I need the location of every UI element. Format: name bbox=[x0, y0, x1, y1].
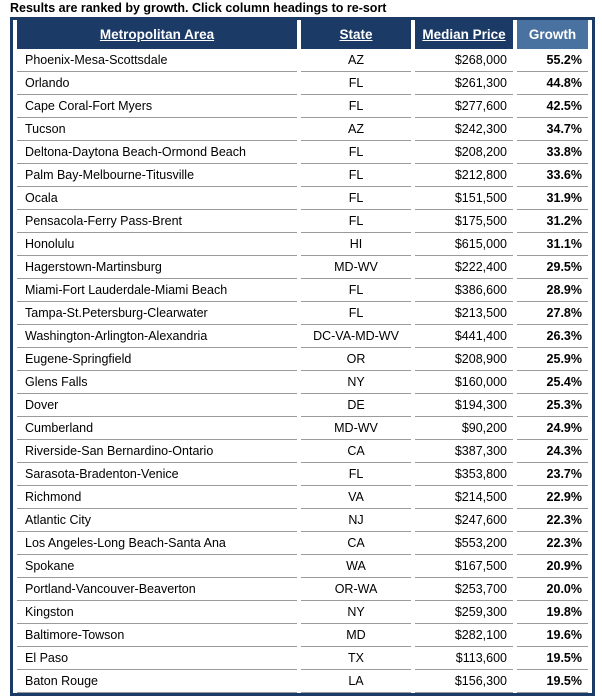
state-cell: OR-WA bbox=[301, 578, 411, 601]
metro-area-cell: Ocala bbox=[17, 187, 297, 210]
median-price-cell: $160,000 bbox=[415, 371, 513, 394]
median-price-cell: $208,900 bbox=[415, 348, 513, 371]
median-price-cell: $212,800 bbox=[415, 164, 513, 187]
state-cell: FL bbox=[301, 279, 411, 302]
median-price-cell: $214,500 bbox=[415, 486, 513, 509]
state-cell: NY bbox=[301, 371, 411, 394]
growth-cell: 31.1% bbox=[517, 233, 588, 256]
state-cell: CA bbox=[301, 440, 411, 463]
column-header-median-price bbox=[415, 20, 513, 49]
state-cell: TX bbox=[301, 647, 411, 670]
state-cell: DE bbox=[301, 394, 411, 417]
median-price-cell: $167,500 bbox=[415, 555, 513, 578]
metro-area-cell: Glens Falls bbox=[17, 371, 297, 394]
table-row bbox=[17, 256, 588, 279]
growth-cell: 20.0% bbox=[517, 578, 588, 601]
state-cell: OR bbox=[301, 348, 411, 371]
state-cell: FL bbox=[301, 141, 411, 164]
table-body bbox=[17, 49, 588, 693]
sort-instruction-text: Results are ranked by growth. Click column headings to re-sort bbox=[10, 1, 387, 15]
state-cell: FL bbox=[301, 164, 411, 187]
growth-cell: 44.8% bbox=[517, 72, 588, 95]
metro-area-cell: Tampa-St.Petersburg-Clearwater bbox=[17, 302, 297, 325]
growth-cell: 19.5% bbox=[517, 670, 588, 693]
growth-cell: 19.6% bbox=[517, 624, 588, 647]
metro-area-cell: Richmond bbox=[17, 486, 297, 509]
median-price-cell: $222,400 bbox=[415, 256, 513, 279]
growth-cell: 22.3% bbox=[517, 532, 588, 555]
state-cell: DC-VA-MD-WV bbox=[301, 325, 411, 348]
table-row bbox=[17, 440, 588, 463]
column-header-growth-sorted bbox=[517, 20, 588, 49]
median-price-cell: $259,300 bbox=[415, 601, 513, 624]
metro-area-cell: El Paso bbox=[17, 647, 297, 670]
state-cell: AZ bbox=[301, 118, 411, 141]
table-row bbox=[17, 371, 588, 394]
growth-cell: 25.4% bbox=[517, 371, 588, 394]
table-row bbox=[17, 670, 588, 693]
median-price-cell: $261,300 bbox=[415, 72, 513, 95]
metro-area-cell: Spokane bbox=[17, 555, 297, 578]
table-row bbox=[17, 578, 588, 601]
growth-cell: 26.3% bbox=[517, 325, 588, 348]
growth-cell: 25.3% bbox=[517, 394, 588, 417]
table-row bbox=[17, 72, 588, 95]
growth-cell: 55.2% bbox=[517, 49, 588, 72]
growth-cell: 20.9% bbox=[517, 555, 588, 578]
metro-area-cell: Atlantic City bbox=[17, 509, 297, 532]
state-cell: FL bbox=[301, 95, 411, 118]
median-price-cell: $242,300 bbox=[415, 118, 513, 141]
metro-area-cell: Cumberland bbox=[17, 417, 297, 440]
median-price-cell: $194,300 bbox=[415, 394, 513, 417]
growth-cell: 42.5% bbox=[517, 95, 588, 118]
state-cell: FL bbox=[301, 72, 411, 95]
growth-cell: 22.3% bbox=[517, 509, 588, 532]
state-cell: VA bbox=[301, 486, 411, 509]
median-price-cell: $247,600 bbox=[415, 509, 513, 532]
growth-cell: 27.8% bbox=[517, 302, 588, 325]
sort-median-price-link[interactable]: Median Price bbox=[422, 27, 506, 42]
table-row bbox=[17, 95, 588, 118]
column-header-metropolitan-area bbox=[17, 20, 297, 49]
median-price-cell: $387,300 bbox=[415, 440, 513, 463]
metro-area-cell: Kingston bbox=[17, 601, 297, 624]
growth-cell: 31.9% bbox=[517, 187, 588, 210]
growth-cell: 24.9% bbox=[517, 417, 588, 440]
median-price-cell: $282,100 bbox=[415, 624, 513, 647]
state-cell: WA bbox=[301, 555, 411, 578]
table-row bbox=[17, 601, 588, 624]
median-price-cell: $277,600 bbox=[415, 95, 513, 118]
table-row bbox=[17, 302, 588, 325]
table-row bbox=[17, 647, 588, 670]
median-price-cell: $353,800 bbox=[415, 463, 513, 486]
sort-growth-link[interactable]: Growth bbox=[528, 27, 577, 42]
state-cell: MD-WV bbox=[301, 256, 411, 279]
table-row bbox=[17, 210, 588, 233]
median-price-cell: $615,000 bbox=[415, 233, 513, 256]
state-cell: MD bbox=[301, 624, 411, 647]
table-row bbox=[17, 233, 588, 256]
header-row bbox=[17, 20, 588, 49]
metro-area-cell: Palm Bay-Melbourne-Titusville bbox=[17, 164, 297, 187]
growth-cell: 19.8% bbox=[517, 601, 588, 624]
growth-cell: 29.5% bbox=[517, 256, 588, 279]
metro-area-cell: Sarasota-Bradenton-Venice bbox=[17, 463, 297, 486]
state-cell: CA bbox=[301, 532, 411, 555]
growth-cell: 19.5% bbox=[517, 647, 588, 670]
state-cell: FL bbox=[301, 463, 411, 486]
table-row bbox=[17, 118, 588, 141]
table-row bbox=[17, 509, 588, 532]
table-row bbox=[17, 532, 588, 555]
median-price-cell: $208,200 bbox=[415, 141, 513, 164]
median-price-cell: $175,500 bbox=[415, 210, 513, 233]
metro-area-cell: Tucson bbox=[17, 118, 297, 141]
sort-metropolitan-area-link[interactable]: Metropolitan Area bbox=[99, 27, 215, 42]
state-cell: FL bbox=[301, 210, 411, 233]
state-cell: FL bbox=[301, 302, 411, 325]
state-cell: HI bbox=[301, 233, 411, 256]
median-price-cell: $253,700 bbox=[415, 578, 513, 601]
state-cell: LA bbox=[301, 670, 411, 693]
median-price-cell: $156,300 bbox=[415, 670, 513, 693]
metro-area-cell: Baltimore-Towson bbox=[17, 624, 297, 647]
median-price-cell: $213,500 bbox=[415, 302, 513, 325]
growth-cell: 23.7% bbox=[517, 463, 588, 486]
metro-area-cell: Phoenix-Mesa-Scottsdale bbox=[17, 49, 297, 72]
metro-area-cell: Hagerstown-Martinsburg bbox=[17, 256, 297, 279]
table-row bbox=[17, 279, 588, 302]
growth-cell: 31.2% bbox=[517, 210, 588, 233]
metro-area-cell: Cape Coral-Fort Myers bbox=[17, 95, 297, 118]
state-cell: NY bbox=[301, 601, 411, 624]
growth-cell: 28.9% bbox=[517, 279, 588, 302]
metro-area-cell: Washington-Arlington-Alexandria bbox=[17, 325, 297, 348]
table-row bbox=[17, 486, 588, 509]
metro-area-cell: Miami-Fort Lauderdale-Miami Beach bbox=[17, 279, 297, 302]
median-price-cell: $553,200 bbox=[415, 532, 513, 555]
table-row bbox=[17, 555, 588, 578]
table-row bbox=[17, 141, 588, 164]
growth-cell: 33.8% bbox=[517, 141, 588, 164]
state-cell: NJ bbox=[301, 509, 411, 532]
table-row bbox=[17, 348, 588, 371]
median-price-cell: $90,200 bbox=[415, 417, 513, 440]
table-row bbox=[17, 394, 588, 417]
growth-cell: 24.3% bbox=[517, 440, 588, 463]
table-row bbox=[17, 164, 588, 187]
table-row bbox=[17, 624, 588, 647]
column-header-state bbox=[301, 20, 411, 49]
growth-cell: 33.6% bbox=[517, 164, 588, 187]
growth-cell: 34.7% bbox=[517, 118, 588, 141]
state-cell: AZ bbox=[301, 49, 411, 72]
median-price-cell: $441,400 bbox=[415, 325, 513, 348]
table-row bbox=[17, 463, 588, 486]
metro-area-cell: Eugene-Springfield bbox=[17, 348, 297, 371]
metro-area-cell: Baton Rouge bbox=[17, 670, 297, 693]
median-price-cell: $151,500 bbox=[415, 187, 513, 210]
table-row bbox=[17, 417, 588, 440]
metro-growth-table bbox=[10, 17, 595, 696]
state-cell: MD-WV bbox=[301, 417, 411, 440]
table-row bbox=[17, 187, 588, 210]
median-price-cell: $386,600 bbox=[415, 279, 513, 302]
metro-area-cell: Riverside-San Bernardino-Ontario bbox=[17, 440, 297, 463]
metro-area-cell: Deltona-Daytona Beach-Ormond Beach bbox=[17, 141, 297, 164]
metro-area-cell: Honolulu bbox=[17, 233, 297, 256]
state-cell: FL bbox=[301, 187, 411, 210]
metro-area-cell: Dover bbox=[17, 394, 297, 417]
median-price-cell: $268,000 bbox=[415, 49, 513, 72]
metro-area-cell: Portland-Vancouver-Beaverton bbox=[17, 578, 297, 601]
metro-area-cell: Orlando bbox=[17, 72, 297, 95]
metro-area-cell: Pensacola-Ferry Pass-Brent bbox=[17, 210, 297, 233]
table-row bbox=[17, 325, 588, 348]
median-price-cell: $113,600 bbox=[415, 647, 513, 670]
growth-cell: 22.9% bbox=[517, 486, 588, 509]
growth-cell: 25.9% bbox=[517, 348, 588, 371]
metro-area-cell: Los Angeles-Long Beach-Santa Ana bbox=[17, 532, 297, 555]
table-row bbox=[17, 49, 588, 72]
sort-state-link[interactable]: State bbox=[339, 27, 373, 42]
